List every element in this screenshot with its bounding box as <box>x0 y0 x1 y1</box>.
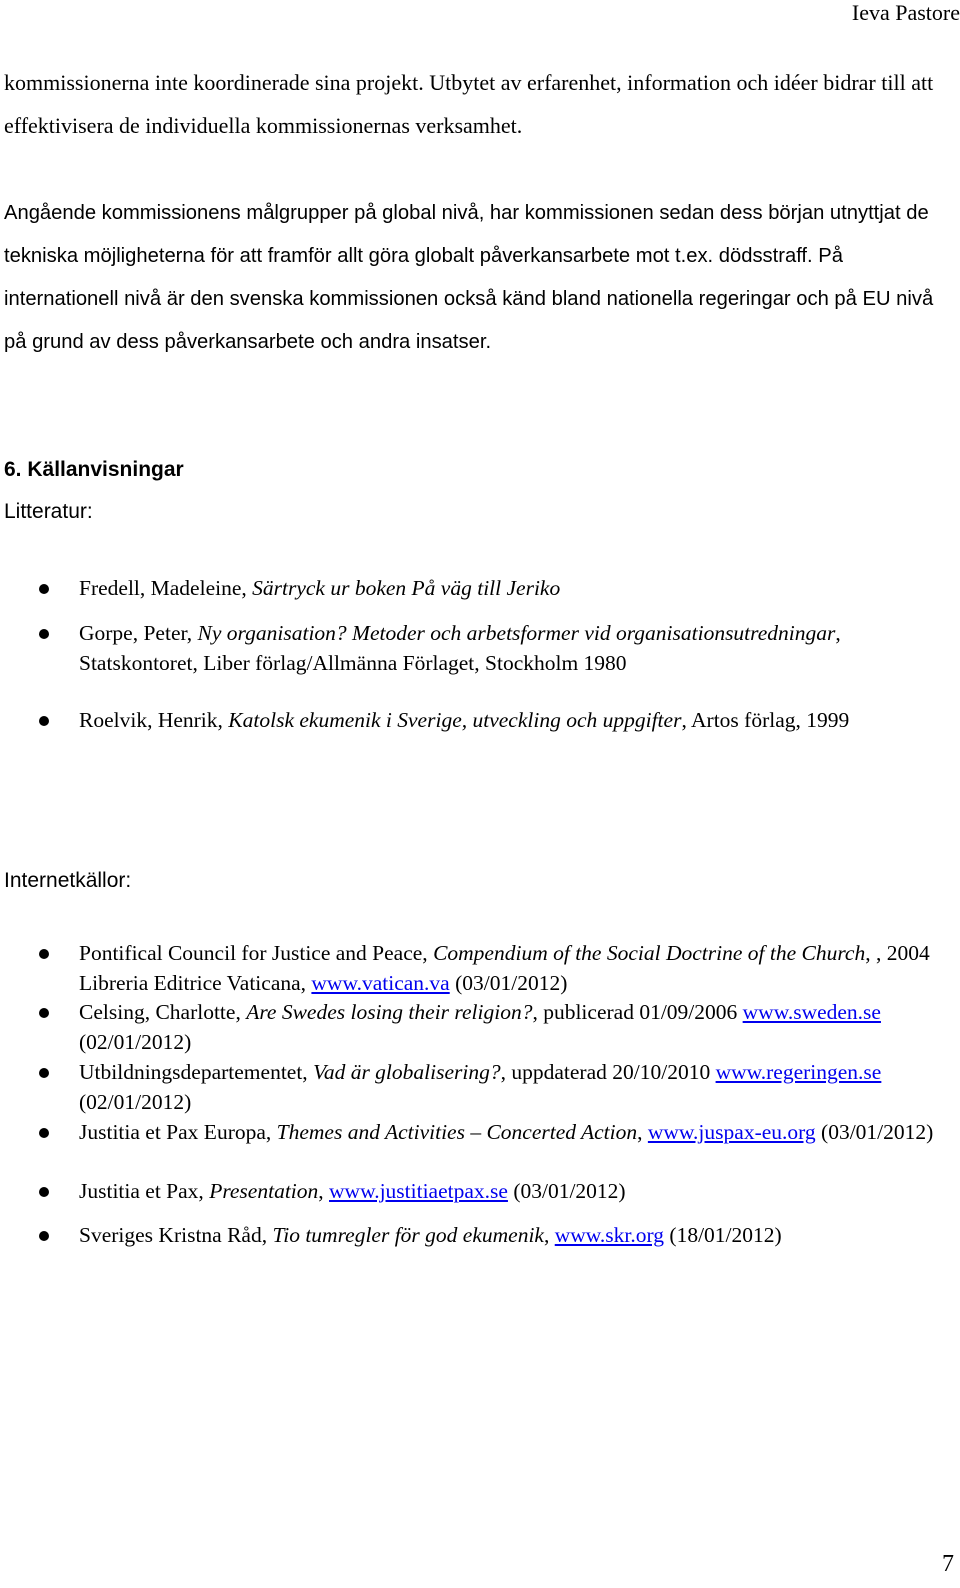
reference-author: Gorpe, Peter, <box>79 621 198 645</box>
reference-title: Vad är globalisering? <box>313 1060 501 1084</box>
bullet-icon <box>39 1068 49 1078</box>
reference-author: Pontifical Council for Justice and Peace, <box>79 941 434 965</box>
bullet-icon <box>39 584 49 594</box>
reference-author: Celsing, Charlotte, <box>79 1000 247 1024</box>
bullet-icon <box>39 1231 49 1241</box>
reference-link[interactable]: www.juspax-eu.org <box>647 1120 816 1144</box>
paragraph-1: kommissionerna inte koordinerade sina projekt. Utbytet av erfarenhet, information och idéer bidrar till att effektivisera de individuella kommissionernas verksamhet. <box>4 70 934 138</box>
reference-text <box>79 998 945 1057</box>
reference-details: , <box>543 1223 555 1247</box>
reference-date: (18/01/2012) <box>664 1223 782 1247</box>
reference-details: , uppdaterad 20/10/2010 <box>500 1060 716 1084</box>
reference-title: Are Swedes losing their religion? <box>246 1000 533 1024</box>
reference-title: Katolsk ekumenik i Sverige, utveckling och uppgifter <box>228 708 682 732</box>
reference-title: Ny organisation? Metoder och arbetsformer vid organisationsutredningar <box>197 621 836 645</box>
reference-details: , <box>637 1120 648 1144</box>
reference-author: Sveriges Kristna Råd, <box>79 1223 273 1247</box>
reference-details: , <box>318 1179 330 1203</box>
page-number: 7 <box>942 1551 954 1577</box>
reference-details: , , 2004 Libreria Editrice Vaticana, <box>79 941 930 995</box>
reference-date: (02/01/2012) <box>79 1089 192 1114</box>
bullet-icon <box>39 1008 49 1018</box>
reference-text <box>79 706 945 736</box>
reference-details: , Statskontoret, Liber förlag/Allmänna Förlaget, Stockholm 1980 <box>79 621 841 675</box>
reference-date: (03/01/2012) <box>815 1120 934 1144</box>
paragraph-2: Angående kommissionens målgrupper på global nivå, har kommissionen sedan dess början utnyttjat de tekniska möjligheterna för att framför allt göra globalt påverkansarbete mot t.ex. dödsstraff. På internationell nivå är den svenska kommissionen också känd bland nationella regeringar och på EU nivå på grund av dess påverkansarbete och andra insatser. <box>4 202 934 353</box>
reference-author: Roelvik, Henrik, <box>79 708 229 732</box>
reference-author: Fredell, Madeleine, <box>79 576 253 600</box>
bullet-icon <box>39 629 49 639</box>
reference-text <box>79 1177 945 1207</box>
reference-title: Presentation <box>209 1179 319 1203</box>
reference-author: Utbildningsdepartementet, <box>79 1060 314 1084</box>
reference-date: (02/01/2012) <box>79 1029 192 1054</box>
bullet-icon <box>39 716 49 726</box>
reference-title: Tio tumregler för god ekumenik <box>272 1223 544 1247</box>
bullet-icon <box>39 1187 49 1197</box>
reference-author: Justitia et Pax, <box>79 1179 210 1203</box>
reference-date: (03/01/2012) <box>449 970 568 995</box>
reference-link[interactable]: www.skr.org <box>554 1223 665 1247</box>
bullet-icon <box>39 1128 49 1138</box>
reference-text <box>79 939 945 998</box>
reference-title: Särtryck ur boken På väg till Jeriko <box>252 576 561 600</box>
reference-author: Justitia et Pax Europa, <box>79 1120 277 1144</box>
reference-title: Compendium of the Social Doctrine of the Church <box>433 941 866 965</box>
reference-text <box>79 1058 945 1117</box>
reference-details: , Artos förlag, 1999 <box>681 708 850 732</box>
header-author: Ieva Pastore <box>851 0 960 25</box>
reference-link[interactable]: www.justitiaetpax.se <box>329 1179 508 1203</box>
reference-text <box>79 1221 945 1251</box>
reference-date: (03/01/2012) <box>507 1179 626 1203</box>
reference-text <box>79 574 945 604</box>
reference-link[interactable]: www.regeringen.se <box>715 1060 882 1084</box>
section-heading: 6. Källanvisningar <box>4 458 184 481</box>
reference-title: Themes and Activities – Concerted Action <box>276 1120 638 1144</box>
reference-details: , publicerad 01/09/2006 <box>532 1000 743 1024</box>
bullet-icon <box>39 949 49 959</box>
literature-label: Litteratur: <box>4 500 93 523</box>
reference-text <box>79 1118 945 1148</box>
internet-label: Internetkällor: <box>4 869 132 892</box>
reference-text <box>79 619 945 678</box>
reference-link[interactable]: www.vatican.va <box>311 970 450 995</box>
reference-link[interactable]: www.sweden.se <box>742 1000 881 1024</box>
